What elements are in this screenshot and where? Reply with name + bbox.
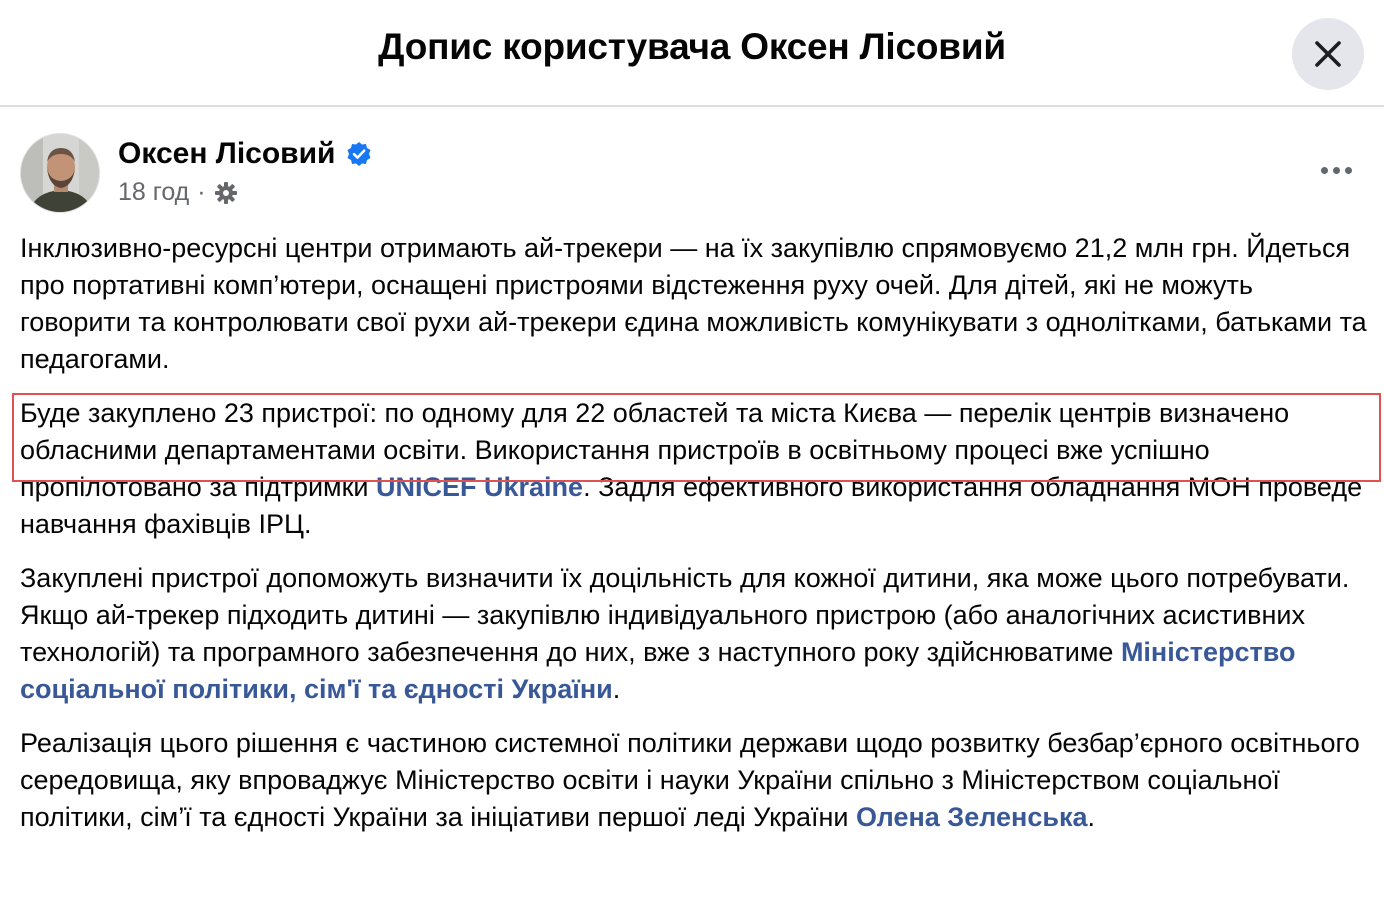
ministry-social-policy-link[interactable]: Міністерство соціальної політики, сім'ї та єдності України xyxy=(20,637,1296,704)
paragraph-text: Реалізація цього рішення є частиною системної політики держави щодо розвитку безбар’єрного освітнього середовища, яку впроваджує Міністерство освіти і науки України спільно з Міністерством соціальної політики, сім’ї та єдності України за ініціативи першої леді України xyxy=(20,728,1360,832)
dialog-title: Допис користувача Оксен Лісовий xyxy=(378,26,1006,67)
more-options-icon xyxy=(1321,167,1328,174)
gear-icon xyxy=(214,181,238,205)
avatar[interactable] xyxy=(20,133,100,213)
author-name[interactable]: Оксен Лісовий xyxy=(118,137,336,170)
more-options-button[interactable] xyxy=(1312,150,1360,190)
close-button[interactable] xyxy=(1292,18,1364,90)
post-meta xyxy=(118,178,238,207)
olena-zelenska-link[interactable]: Олена Зеленська xyxy=(856,802,1088,832)
paragraph-text: Інклюзивно-ресурсні центри отримають ай-трекери — на їх закупівлю спрямовуємо 21,2 млн грн. Йдеться про портативні комп’ютери, оснащені пристроями відстеження руху очей. Для дітей, які не можуть говорити та контролювати свої рухи ай-трекери єдина можливість комунікувати з однолітками, батьками та педагогами. xyxy=(20,233,1367,374)
post-paragraph-4 xyxy=(20,725,1370,836)
dialog-header xyxy=(0,0,1384,107)
post-time[interactable]: 18 год xyxy=(118,178,190,206)
post-paragraph-1 xyxy=(20,230,1370,378)
paragraph-text: . Задля ефективного використання обладнання МОН проведе навчання фахівців ІРЦ. xyxy=(20,472,1363,539)
unicef-link[interactable]: UNICEF Ukraine xyxy=(376,472,584,502)
paragraph-text: . xyxy=(1087,802,1095,832)
author-row xyxy=(118,137,372,171)
post-body xyxy=(20,230,1370,853)
paragraph-text: Буде закуплено 23 пристрої: по одному для 22 областей та міста Києва — перелік центрів визначено обласними департаментами освіти. Використання пристроїв в освітньому процесі вже успішно пропілотовано за підтримки xyxy=(20,398,1290,502)
paragraph-text: Закуплені пристрої допоможуть визначити їх доцільність для кожної дитини, яка може цього потребувати. Якщо ай-трекер підходить дитині — закупівлю індивідуального пристрою (або аналогічних асистивних технологій) та програмного забезпечення до них, вже з наступного року здійснюватиме xyxy=(20,563,1350,667)
close-icon xyxy=(1312,38,1344,70)
verified-badge-icon xyxy=(346,141,372,167)
post-paragraph-2 xyxy=(20,395,1370,543)
paragraph-text: . xyxy=(612,674,621,704)
post-paragraph-3 xyxy=(20,560,1370,708)
meta-separator: · xyxy=(197,178,206,206)
